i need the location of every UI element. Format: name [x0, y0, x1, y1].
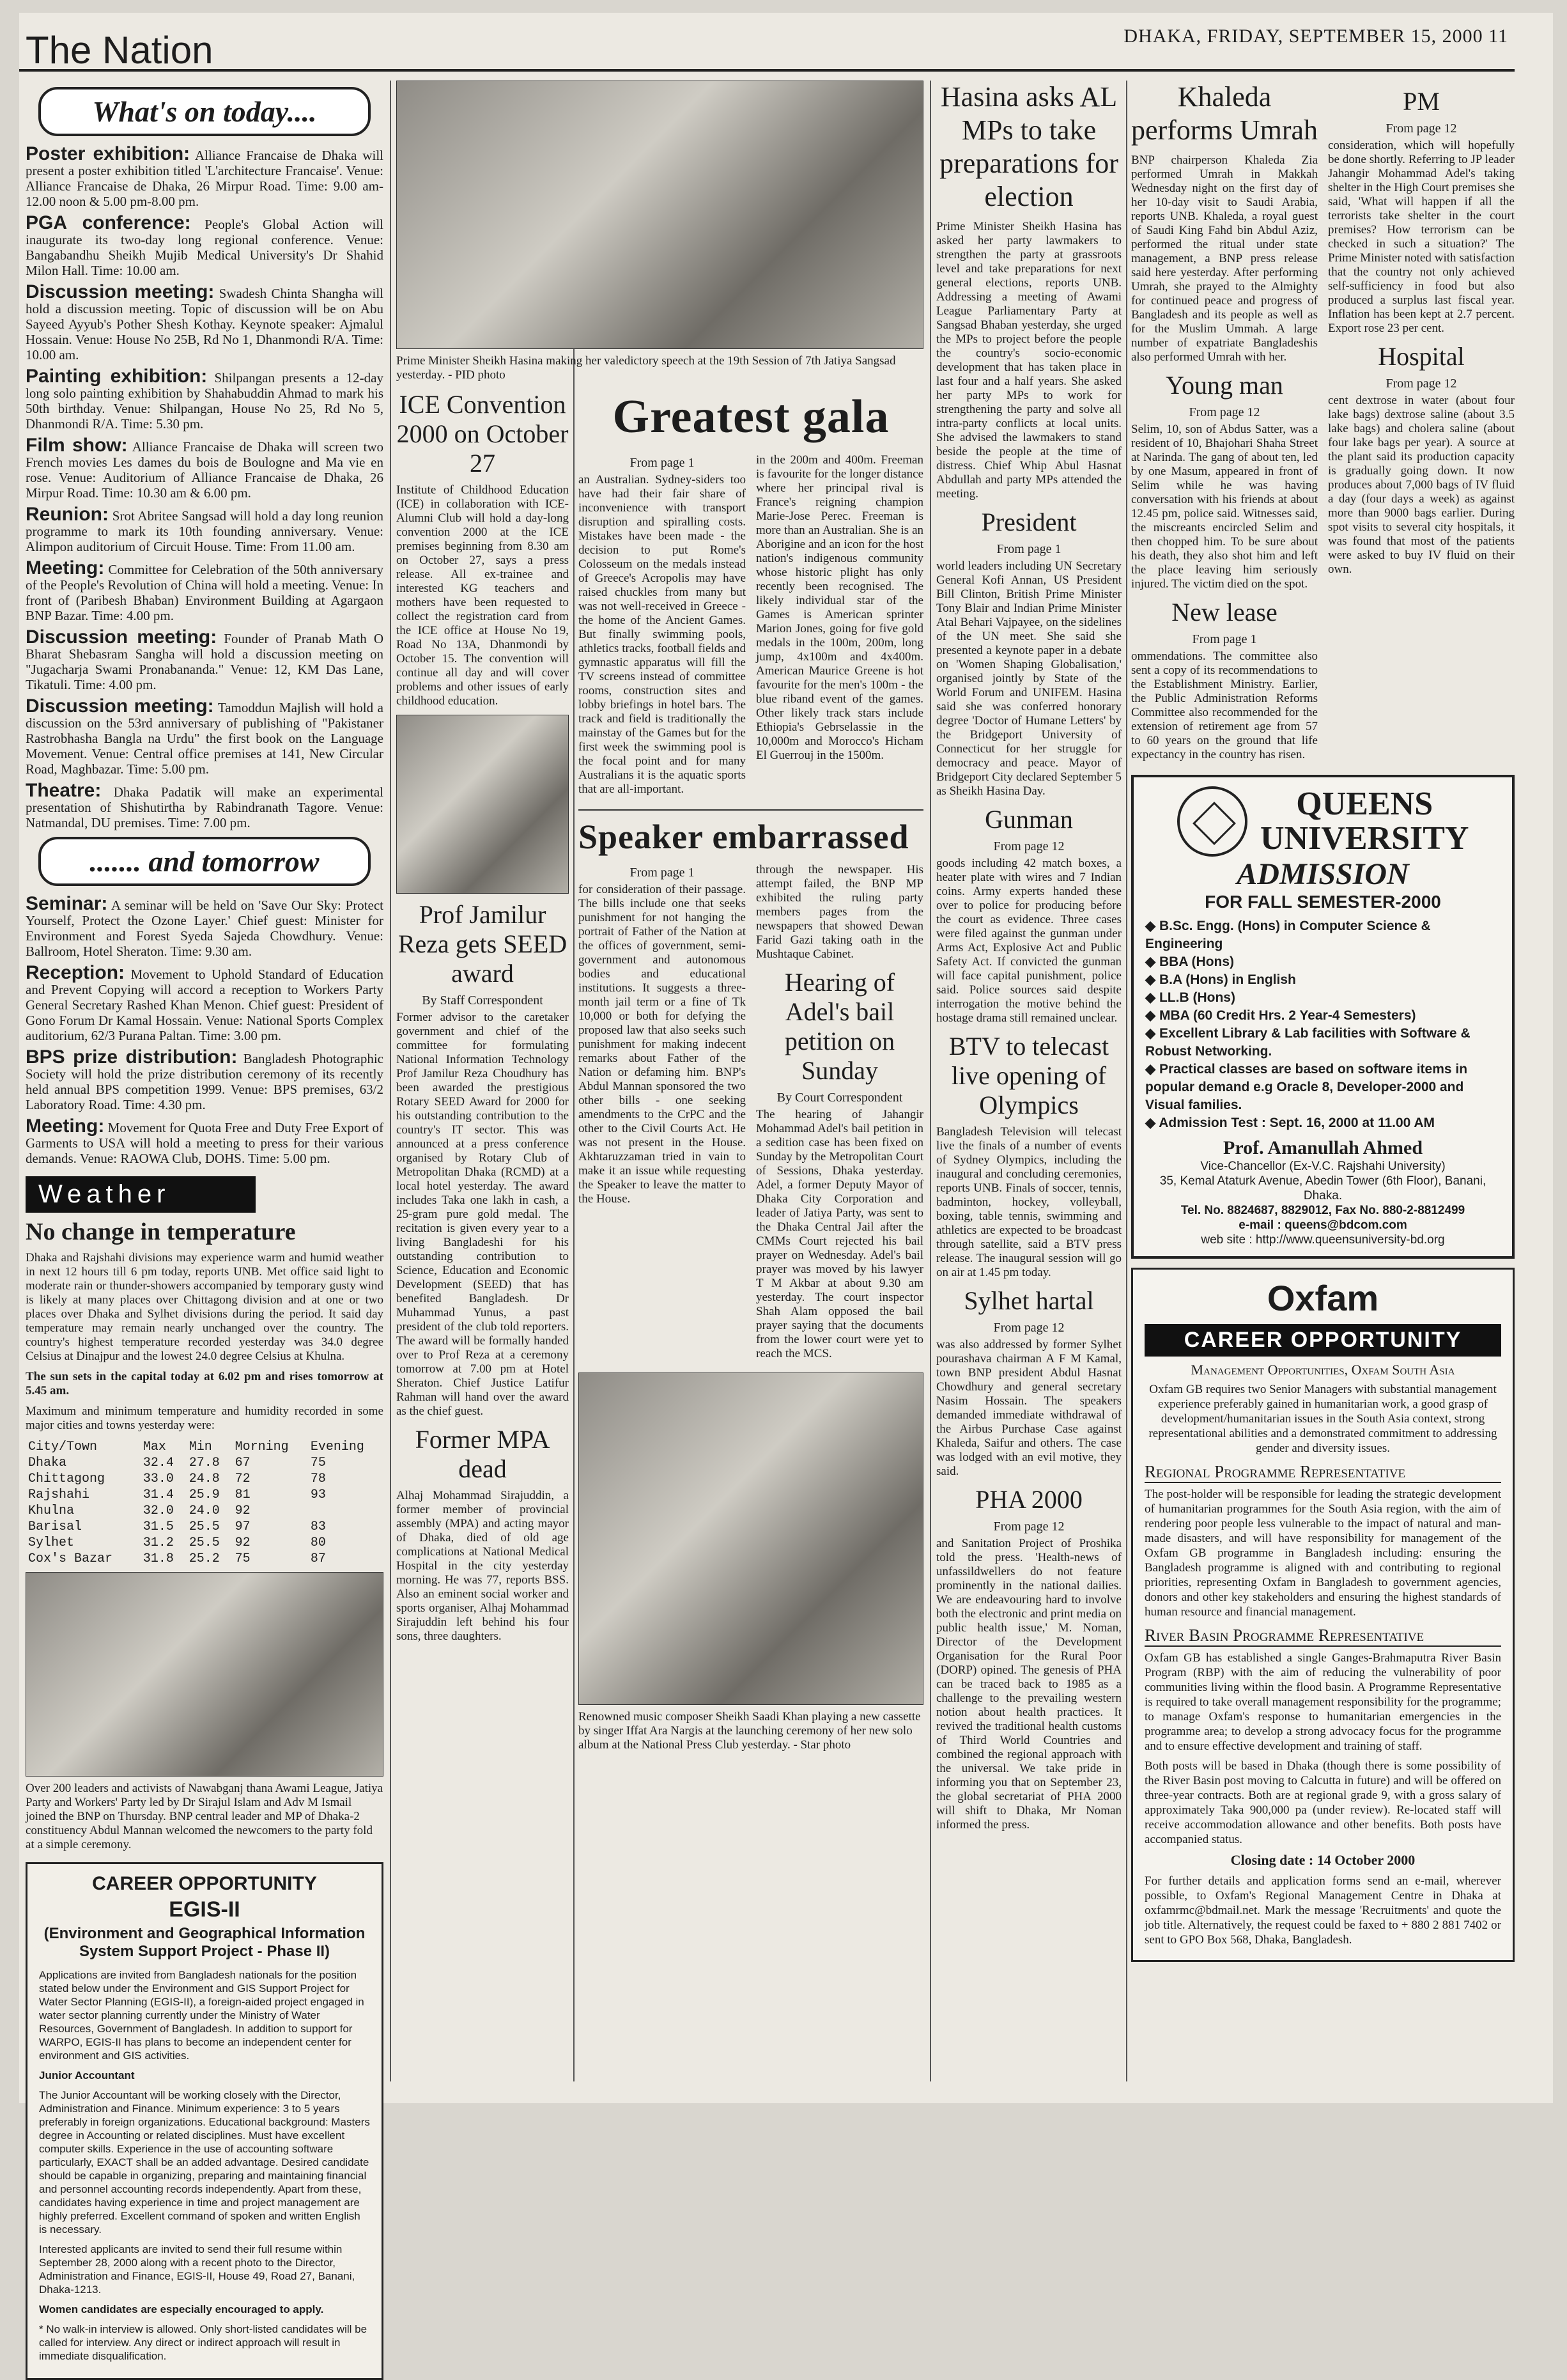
pm-body: consideration, which will hopefully be done shortly. Referring to JP leader Jahangir Mohammad Adel's taking shelter in the High Court premises she said, 'What will happen if all the terrorists take shelter in the court premises? How terrorism can be checked in such a situation?' The Prime Minister noted with satisfaction that the country not only achieved self-sufficiency in food but also produced a surplus last fiscal year. Inflation has been kept at 2.7 percent. Export rose 23 per cent.	[1328, 139, 1515, 335]
young-body: Selim, 10, son of Abdus Satter, was a resident of 10, Bhajohari Shaha Street at Narinda. The gang of about ten, led by one Masum, appeared in front of Selim while he was having conversation with his friends at about 12.45 pm, police said. Witnesses said, the miscreants encircled Selim and then chopped him. To be sure about his death, they also shot him and left the place leaving him seriously injured. The victim died on the spot.	[1131, 423, 1318, 591]
speaker-body-2: through the newspaper. His attempt failed, the BNP MP exhibited the ruling party members pages from the newspapers that showed Dewan Farid Gazi taking oath in the Mushtaque Cabinet.	[756, 863, 923, 961]
event-listing	[26, 962, 383, 1043]
tomorrow-list	[26, 893, 384, 1166]
event-title: Discussion meeting:	[26, 281, 215, 302]
weather-cell: 24.8	[189, 1472, 220, 1486]
event-title: Meeting:	[26, 557, 105, 579]
event-title: BPS prize distribution:	[26, 1046, 238, 1068]
event-text: Committee for Celebration of the 50th anniversary of the People's Revolution of China will hold a meeting. Venue: In front of (Paribesh Bhaban) Environment Building at Agargaon BNP Bazar. Time: 4.00 pm.	[26, 562, 384, 623]
weather-table-head	[26, 1439, 383, 1455]
masthead	[19, 13, 1515, 72]
weather-cell: 32.4	[143, 1456, 174, 1470]
divider	[578, 809, 923, 811]
queens-web: web site : http://www.queensuniversity-bd.org	[1201, 1233, 1445, 1247]
column-listings	[26, 81, 384, 2362]
weather-col-header: Morning	[235, 1440, 289, 1454]
event-listing	[26, 893, 384, 959]
gunman-body: goods including 42 match boxes, a heater plate with wires and 7 Indian coins. Army experts handed these over to police for producing before the court as evidence. Three cases were filed against the gunman under Arms Act, Explosive Act and Public Safety Act. If convicted the gunman will face capital punishment, police said. Police sources said despite interrogation the motive behind the hostage drama still remained unclear.	[936, 857, 1122, 1025]
oxfam-role-2: River Basin Programme Representative	[1145, 1626, 1501, 1647]
list-item: ◆ Excellent Library & Lab facilities with Software & Robust Networking.	[1145, 1025, 1501, 1061]
weather-cell: 87	[310, 1552, 326, 1566]
event-title: Theatre:	[26, 780, 102, 801]
hasina-photo-block	[396, 81, 923, 381]
oxfam-role-2-body: Oxfam GB has established a single Ganges-Brahmaputra River Basin Program (RBP) with the aim of reducing the vulnerability of poor communities living within the flood basin. A Programme Representative is required to take overall management responsibility for the programme; to manage Oxfam's response to humanitarian emergencies in the programme area; to develop a strong advocacy focus for the programme and to ensure effective development and training of staff.	[1145, 1651, 1501, 1753]
oxfam-posts: Both posts will be based in Dhaka (though there is some possibility of the River Basin post moving to Calcutta in future) and will be offered on three-year contracts. Both are at regional grade 9, with a gross salary of approximately Taka 900,000 pa (under review). Re-located staff will receive accommodation allowance and other benefits. Both posts have accompanied status.	[1145, 1759, 1501, 1846]
event-listing	[26, 212, 383, 278]
table-row	[26, 1519, 383, 1535]
column-rule	[1126, 81, 1127, 2081]
list-item: ◆ LL.B (Hons)	[1145, 989, 1501, 1007]
table-row	[26, 1551, 383, 1567]
ice-body: Institute of Childhood Education (ICE) in collaboration with ICE-Alumni Club will hold a day-long convention 2000 at the ICE premises beginning from 8.30 am on October 27, says a press release. All ex-trainee and interested KG teachers and mothers have been requested to collect the registration card from the ICE office at House No 19, Road No 13A, Dhanmondi by October 15. The convention will continue all day and will cover problems and other issues of early childhood education.	[396, 483, 569, 708]
event-title: PGA conference:	[26, 212, 191, 233]
btv-headline: BTV to telecast live opening of Olympics	[948, 1032, 1109, 1119]
pha-jump: From page 12	[993, 1520, 1065, 1534]
column-3	[578, 384, 923, 2081]
oxfam-logo: Oxfam	[1267, 1278, 1379, 1318]
weather-table	[26, 1439, 383, 1567]
event-text: Alliance Francaise de Dhaka will present a poster exhibition titled 'L'architecture Francaise'. Venue: Alliance Francaise de Dhaka, 26 Mirpur Road. Time: 9.00 am-12.00 noon & 5.00 pm-8.00 pm.	[26, 148, 384, 209]
egis-women: Women candidates are especially encouraged to apply.	[39, 2303, 324, 2315]
egis-subtitle: (Environment and Geographical Information System Support Project - Phase II)	[43, 1925, 366, 1960]
president-jump: From page 1	[996, 542, 1061, 556]
pm-jump: From page 12	[1386, 121, 1457, 136]
weather-cell: Sylhet	[28, 1536, 75, 1550]
gala-headline: Greatest gala	[612, 391, 890, 443]
event-listing	[26, 1116, 384, 1166]
event-listing	[26, 366, 383, 432]
hospital-headline: Hospital	[1378, 342, 1465, 371]
egis-walkin: * No walk-in interview is allowed. Only short-listed candidates will be called for interview. Any direct or indirect approach will result in immediate disqualification.	[39, 2323, 367, 2362]
event-title: Meeting:	[26, 1116, 105, 1137]
weather-sun: The sun sets in the capital today at 6.02 pm and rises tomorrow at 5.45 am.	[26, 1370, 383, 1397]
weather-cell: 24.0	[189, 1504, 220, 1518]
weather-cell: 83	[310, 1520, 326, 1534]
event-text: Shilpangan presents a 12-day long solo painting exhibition by Shahabuddin Ahmad to mark his 50th birthday. Venue: Shilpangan, House No 25, Rd No 5, Dhanmondi R/A. Time: 5.30 pm.	[26, 370, 383, 432]
egis-career-title: CAREER OPPORTUNITY	[92, 1873, 317, 1894]
weather-cell: Cox's Bazar	[28, 1552, 113, 1566]
table-row	[26, 1535, 383, 1551]
weather-col-header: Evening	[310, 1440, 364, 1454]
queens-fall: FOR FALL SEMESTER-2000	[1205, 892, 1441, 912]
gunman-headline: Gunman	[985, 805, 1073, 834]
weather-cell: 78	[310, 1472, 326, 1486]
btv-body: Bangladesh Television will telecast live the finals of a number of events of Sydney Olympics, including the inaugural and concluding ceremonies, reports UNB. Finals of soccer, tennis, badminton, hockey, volleyball, boxing, table tennis, swimming and athletics are expected to be broadcast through satellite, said a BTV press release. The inaugural session will go on air at 1.45 pm today.	[936, 1125, 1122, 1279]
event-title: Poster exhibition:	[26, 143, 190, 164]
column-5	[1131, 81, 1515, 2081]
queens-admission: ADMISSION	[1237, 857, 1409, 891]
event-listing	[26, 143, 384, 209]
column-2	[396, 384, 569, 2081]
oxfam-subtitle: Management Opportunities, Oxfam South Asia	[1191, 1362, 1455, 1378]
weather-cell: Dhaka	[28, 1456, 67, 1470]
music-launch-caption: Renowned music composer Sheikh Saadi Khan playing a new cassette by singer Iffat Ara Nargis at the launching ceremony of her new solo album at the National Press Club yesterday. - Star photo	[578, 1710, 921, 1752]
weather-cell: 31.8	[143, 1552, 174, 1566]
oxfam-intro: Oxfam GB requires two Senior Managers with substantial management experience preferably gained in humanitarian work, a good grasp of development/humanitarian issues in the South Asia context, strong representational abilities and a demonstrated commitment to addressing gender and diversity issues.	[1148, 1383, 1497, 1455]
weather-cell: 92	[235, 1504, 251, 1518]
dateline: DHAKA, FRIDAY, SEPTEMBER 15, 2000 11	[1123, 26, 1508, 47]
mpa-headline: Former MPA dead	[415, 1425, 550, 1483]
event-text: Srot Abritee Sangsad will hold a day long reunion programme to mark its 10th founding anniversary. Venue: Alimpon auditorium of Circuit House. Time: From 11.00 am.	[26, 508, 383, 554]
hasina-photo-caption: Prime Minister Sheikh Hasina making her valedictory speech at the 19th Session of 7th Jatiya Sangsad yesterday. - PID photo	[396, 354, 896, 382]
weather-cell: 80	[310, 1536, 326, 1550]
weather-headline: No change in temperature	[26, 1218, 296, 1245]
event-text: Tamoddun Majlish will hold a discussion on the 53rd anniversary of publishing of "Pakistaner Rastrobhasha Bangla na Urdu" the first book on the Language Movement. Venue: Central office premises at 141, New Circular Road, Maghbazar. Time: 5.00 pm.	[26, 700, 383, 777]
pha-body: and Sanitation Project of Proshika told the press. 'Health-news of unfassildwellers do not feature prominently in the national dailies. We are endeavouring hard to involve both the electronic and print media on public health issue,' M. Noman, Director of the Development Organisation for the Rural Poor (DORP) opined. The genesis of PHA can be traced back to 1985 as a challenge to the prevailing western notion about health practices. It revived the traditional health customs of Third World Countries and combined the regional approach with the universal. We take pride in informing you that on September 23, the global secretariat of PHA 2000 will shift to Dhaka, Mr Noman informed the press.	[936, 1537, 1122, 1832]
adel-byline: By Court Correspondent	[776, 1091, 903, 1105]
weather-cell: 72	[235, 1472, 251, 1486]
egis-requirements: The Junior Accountant will be working closely with the Director, Administration and Finance. Minimum experience: 3 to 5 years preferably in foreign organizations. Educational background: Masters degree in Accounting or related disciplines. Must have excellent computer skills. Experience in the use of accounting software particularly, EXACT shall be an added advantage. Desired candidate should be capable in organizing, preparing and maintaining financial and personnel accounting records independently. Apart from these, candidates having experience in time and project management are highly preferred. Excellent command of spoken and written English is necessary.	[39, 2089, 370, 2236]
hasina-al-body: Prime Minister Sheikh Hasina has asked her party lawmakers to strengthen the party at grassroots level and take preparations for next general elections, reports UNB. Addressing a meeting of Awami League Parliamentary Party at Sangsad Bhaban yesterday, she urged the MPs to project before the people the country's socio-economic development that has taken place in last four and a half years. She asked her party MPs to work for strengthening the party and solve all intra-party conflicts at local units. She advised the lawmakers to stand beside the people at the time of distress. Chief Whip Abul Hasnat Abdullah and party MPs attended the meeting.	[936, 220, 1122, 501]
weather-cell: 93	[310, 1488, 326, 1502]
weather-col-header: City/Town	[28, 1440, 98, 1454]
event-text: A seminar will be held on 'Save Our Sky: Protect Yourself, Protect the Ozone Layer.' Chief guest: Minister for Environment and Forest Syeda Sajeda Chowdhury. Venue: Ballroom, Hotel Sheraton. Time: 9.30 am.	[26, 898, 384, 959]
weather-note: Maximum and minimum temperature and humidity recorded in some major cities and towns yesterday were:	[26, 1404, 383, 1432]
weather-cell: 25.2	[189, 1552, 220, 1566]
whats-on-banner: What's on today....	[38, 87, 371, 136]
weather-cell: 25.5	[189, 1520, 220, 1534]
column-4	[936, 81, 1122, 2081]
whats-on-list	[26, 143, 384, 830]
table-row	[26, 1487, 383, 1503]
event-listing	[26, 626, 384, 692]
event-title: Painting exhibition:	[26, 366, 208, 387]
speaker-body-1: for consideration of their passage. The bills include one that seeks punishment for not hanging the portrait of Father of the Nation at the offices of government, semi-government and autonomous bodies and educational institutions. It suggests a three-month jail term or a fine of Tk 10,000 or both for defying the proposed law that also seeks such punishment for making indecent remarks about Father of the Nation or defaming him. BNP's Abdul Mannan sponsored the two other bills - one seeking amendments to the CrPC and the other to the Civil Courts Act. He was not present in the House. Akhtaruzzaman tried in vain to make it an issue while requesting the Speaker to leave the matter to the House.	[578, 883, 746, 1206]
mpa-body: Alhaj Mohammad Sirajuddin, a former member of provincial assembly (MPA) and acting mayor of Dhaka, died of old age complications at National Medical Hospital in the city yesterday morning. He was 77, reports BSS. Also an eminent social worker and sports organiser, Alhaj Mohammad Sirajuddin left behind his four sons, three daughters.	[396, 1489, 569, 1643]
event-text: Swadesh Chinta Shangha will hold a discussion meeting. Topic of discussion will be on Abu Sayeed Ayyub's Pother Shesh Kothay. Keynote speaker: Ajmalul Hossain. Venue: House No 25B, Rd No 1, Dhanmondi R/A. Time: 10.00 am.	[26, 286, 383, 362]
speaker-jump: From page 1	[629, 866, 695, 880]
egis-ad	[26, 1862, 383, 2380]
egis-intro: Applications are invited from Bangladesh nationals for the position stated below under the Environment and GIS Support Project for Water Sector Planning (EGIS-II), a foreign-aided project engaged in water sector planning currently under the Ministry of Water Resources, Government of Bangladesh. In addition to support for WARPO, EGIS-II has plans to become an independent center for environment and GIS activities.	[39, 1969, 364, 2062]
queens-university-seal-icon	[1177, 786, 1247, 857]
tomorrow-banner: ....... and tomorrow	[38, 837, 371, 886]
list-item: ◆ Practical classes are based on software items in popular demand e.g Oracle 8, Developer-2000 and Visual families.	[1145, 1061, 1501, 1114]
weather-col-header: Min	[189, 1440, 212, 1454]
pm-headline: PM	[1403, 87, 1440, 116]
weather-cell	[308, 1503, 383, 1519]
weather-cell: Rajshahi	[28, 1488, 90, 1502]
event-text: Movement to Uphold Standard of Education and Prevent Copying will accord a reception to Workers Party General Secretary Rashed Khan Menon. Chief guest: President of Gono Forum Dr Kamal Hossain. Venue: National Sports Complex auditorium, 62/3 Purana Paltan. Time: 3.00 pm.	[26, 967, 383, 1043]
gala-body-1: an Australian. Sydney-siders too have had their fair share of inconvenience with transport disruption and spiralling costs. Mistakes have been made - the decision to put Rome's Colosseum on the medals instead of Greece's Acropolis may have raised chuckles from many but was not well-received in Greece - the home of the Ancient Games. But finally swimming pools, athletics tracks, football fields and gymnastic apparatus will fill the TV screens instead of committee rooms, construction sites and lobby briefings in hotel bars. The track and field is traditionally the mainstay of the Games but for the first week the swimming pool is the focal point and for many Australians it is the aquatic sports that are all-important.	[578, 473, 746, 796]
young-jump: From page 12	[1189, 405, 1260, 419]
newlease-jump: From page 1	[1192, 632, 1257, 646]
weather-body: Dhaka and Rajshahi divisions may experience warm and humid weather in next 12 hours till 6 pm today, reports UNB. Met office said light to moderate rain or thunder-showers accompanied by temporary gusty wind is likely at many places over Chittagong division and at one or two places over Dhaka and Sylhet divisions during the period. It said day temperature may remain nearly unchanged over the country. The country's highest temperature recorded yesterday was 34.0 degree Celsius at Dinajpur and the lowest 24.0 degree Celsius at Khulna.	[26, 1251, 383, 1363]
newlease-headline: New lease	[1171, 598, 1278, 626]
oxfam-role-1-body: The post-holder will be responsible for leading the strategic development of humanitarian programmes for the South Asia region, with the aim of rendering poor people less vulnerable to the impact of natural and man-made disasters, and will have responsibility for management of the Oxfam GB programme in Bangladesh including: ensuring the Bangladesh programme is aligned with and contributing to regional priorities, representing Oxfam in Bangladesh to government agencies, donors and other key stakeholders and ensuring the highest standards of human resource and financial management.	[1145, 1488, 1501, 1619]
list-item: ◆ Admission Test : Sept. 16, 2000 at 11.00 AM	[1145, 1114, 1501, 1132]
event-title: Reunion:	[26, 504, 109, 525]
adel-body: The hearing of Jahangir Mohammad Adel's bail petition in a sedition case has been fixed on Sunday by the Metropolitan Court of Sessions, Dhaka yesterday. Adel, a former Deputy Mayor of Dhaka City Corporation and leader of Jatiya Party, was sent to the Dhaka Central Jail after the CMMs Court rejected his bail prayer on Wednesday. Adel's bail prayer was moved by his lawyer T M Akbar at about 9.30 am yesterday. The court inspector Shah Alam opposed the bail prayer saying that the documents from the lower court were yet to reach the MCS.	[756, 1108, 923, 1360]
sylhet-jump: From page 12	[993, 1321, 1065, 1335]
section-title: The Nation	[26, 29, 213, 72]
event-listing	[26, 557, 384, 623]
weather-cell: 25.5	[189, 1536, 220, 1550]
weather-cell: Barisal	[28, 1520, 82, 1534]
weather-table-body	[26, 1455, 383, 1567]
weather-cell: 31.2	[143, 1536, 174, 1550]
hospital-jump: From page 12	[1386, 377, 1457, 391]
event-title: Discussion meeting:	[26, 696, 214, 717]
event-text: Founder of Pranab Math O Bharat Shebasram Sangha will hold a discussion meeting on "Jugacharja Swami Pronabananda." Venue: 12, KM Das Lane, Tikatuli. Time: 4.00 pm.	[26, 631, 384, 692]
queens-vc-title: Vice-Chancellor (Ex-V.C. Rajshahi University)	[1200, 1160, 1446, 1173]
queens-name: QUEENS UNIVERSITY	[1260, 786, 1469, 857]
weather-col-header: Max	[143, 1440, 166, 1454]
hasina-al-headline: Hasina asks AL MPs to take preparations for election	[939, 81, 1118, 212]
column-rule	[390, 81, 391, 2081]
weather-cell: 75	[235, 1552, 251, 1566]
weather-cell: Khulna	[28, 1504, 75, 1518]
egis-position: Junior Accountant	[39, 2069, 135, 2081]
sylhet-body: was also addressed by former Sylhet pourashava chairman A F M Kamal, town BNP president Abdul Hasnat Chowdhury and general secretary Nasim Hossain. The speakers demanded immediate withdrawal of the Airbus Purchase Case against Khaleda, Saifur and others. The case was lodged with an evil motive, they said.	[936, 1338, 1122, 1478]
event-title: Film show:	[26, 435, 128, 456]
queens-university-ad	[1131, 775, 1515, 1259]
hasina-photo	[396, 81, 923, 349]
gala-jump: From page 1	[629, 456, 695, 470]
weather-cell: 25.9	[189, 1488, 220, 1502]
young-headline: Young man	[1166, 371, 1283, 400]
list-item: ◆ BBA (Hons)	[1145, 953, 1501, 971]
music-launch-photo	[578, 1373, 923, 1705]
event-text: Movement for Quota Free and Duty Free Export of Garments to USA will hold a meeting to press for their various demands. Venue: RAOWA Club, DOHS. Time: 5.00 pm.	[26, 1120, 384, 1166]
queens-email: e-mail : queens@bdcom.com	[1239, 1218, 1407, 1232]
event-listing	[26, 1046, 383, 1112]
weather-cell: 67	[235, 1456, 251, 1470]
list-item: ◆ B.A (Hons) in English	[1145, 971, 1501, 989]
hospital-body: cent dextrose in water (about four lake bags) dextrose saline (about 3.5 lake bags) and cholera saline (about four lake bags per year). A source at the plant said its production capacity is gradually going down. It now produces about 7,000 bags of IV fluid a day (four days a week) as against more than 9000 bags earlier. During spot visits to several city hospitals, it was found that most of the patients were asked to buy IV fluid on their own.	[1328, 394, 1515, 576]
event-listing	[26, 504, 383, 554]
list-item: ◆ B.Sc. Engg. (Hons) in Computer Science & Engineering	[1145, 917, 1501, 953]
seed-body: Former advisor to the caretaker government and chief of the committee for formulating National Information Technology Prof Jamilur Reza Choudhury has been awarded the prestigious Rotary SEED Award for 2000 for his outstanding contribution to the country's IT sector. This was announced at a press conference organised by Rotary Club of Metropolitan Dhaka (RCMD) at a local hotel yesterday. The award includes Taka one lakh in cash, a 25-gram pure gold medal. The recitation is given every year to a living Bangladeshi for his outstanding contribution to Science, Education and Economic Development (SEED) that has benefited Bangladesh. Dr Muhammad Yunus, a past president of the club told reporters. The award will be formally handed over to Prof Reza at a ceremony tomorrow at 7.00 pm at Hotel Sheraton. Chief Justice Latifur Rahman will hand over the award as the chief guest.	[396, 1011, 569, 1418]
weather-cell: 31.4	[143, 1488, 174, 1502]
oxfam-career-bar: CAREER OPPORTUNITY	[1145, 1324, 1501, 1357]
event-text: Dhaka Padatik will make an experimental presentation of Shishutirtha by Rabindranath Tagore. Venue: Natmandal, DU premises. Time: 7.00 pm.	[26, 784, 383, 830]
speaker-columns	[578, 863, 923, 1367]
oxfam-closing: Closing date : 14 October 2000	[1230, 1852, 1416, 1868]
event-title: Reception:	[26, 962, 125, 983]
gunman-jump: From page 12	[993, 839, 1065, 853]
ice-headline: ICE Convention 2000 on October 27	[396, 390, 569, 478]
queens-programs	[1145, 917, 1501, 1132]
weather-cell: 31.5	[143, 1520, 174, 1534]
weather-cell: 33.0	[143, 1472, 174, 1486]
queens-address: 35, Kemal Ataturk Avenue, Abedin Tower (6th Floor), Banani, Dhaka.	[1159, 1174, 1486, 1202]
seed-byline: By Staff Correspondent	[422, 993, 543, 1007]
president-headline: President	[981, 508, 1077, 536]
khaleda-headline: Khaleda performs Umrah	[1131, 81, 1318, 146]
table-row	[26, 1471, 383, 1487]
speaker-headline: Speaker embarrassed	[578, 818, 909, 856]
weather-cell: Chittagong	[28, 1472, 105, 1486]
pha-headline: PHA 2000	[975, 1485, 1083, 1514]
weather-cell: 32.0	[143, 1504, 174, 1518]
event-listing	[26, 435, 383, 501]
weather-cell: 97	[235, 1520, 251, 1534]
weather-bar: Weather	[26, 1176, 256, 1213]
column-rule	[930, 81, 931, 2081]
event-listing	[26, 780, 383, 830]
event-title: Discussion meeting:	[26, 626, 217, 648]
event-title: Seminar:	[26, 893, 108, 914]
jamilur-reza-photo	[396, 715, 569, 894]
egis-apply: Interested applicants are invited to send their full resume within September 28, 2000 along with a recent photo to the Director, Administration and Finance, EGIS-II, House 49, Road 27, Banani, Dhaka-1213.	[39, 2243, 355, 2296]
sylhet-headline: Sylhet hartal	[964, 1286, 1094, 1315]
egis-title: EGIS-II	[169, 1897, 240, 1922]
event-text: People's Global Action will inaugurate its two-day long regional conference. Venue: Bangabandhu Sheikh Mujib Medical University's Dr Shahid Milon Hall. Time: 10.00 am.	[26, 217, 383, 278]
adel-headline: Hearing of Adel's bail petition on Sunday	[784, 968, 895, 1085]
gala-columns	[578, 453, 923, 803]
event-text: Alliance Francaise de Dhaka will screen two French movies Les dames du bois de Boulogne and Ma vie en rose. Venue: Auditorium of Alliance Francaise de Dhaka, 26 Mirpur Road. Time: 10.30 am & 6.00 pm.	[26, 439, 383, 501]
seed-headline: Prof Jamilur Reza gets SEED award	[398, 900, 567, 988]
newlease-body: ommendations. The committee also sent a copy of its recommendations to the Establishment Ministry. Earlier, the Public Administration Reforms Committee also recommended for the extension of retirement age from 57 to 60 years on the ground that life expectancy in the country has risen.	[1131, 649, 1318, 761]
col5-news	[1131, 81, 1515, 768]
president-body: world leaders including UN Secretary General Kofi Annan, US President Bill Clinton, British Prime Minister Tony Blair and Indian Prime Minister Atal Behari Vajpayee, on the sidelines of the UN meet. She said she presented a keynote paper in a debate on 'Women Shaping Globalisation,' organised jointly by State of the World Forum and UNIFEM. Hasina said she was conferred honorary degree 'Doctor of Humane Letters' by the Bridgeport University of Connecticut for her struggle for democracy and peace. Mayor of Bridgeport City declared September 5 as Sheikh Hasina Day.	[936, 559, 1122, 798]
bnp-photo	[26, 1572, 383, 1777]
gala-body-2: in the 200m and 400m. Freeman is favourite for the longer distance where her principal rival is France's reigning champion Marie-Jose Perec. Freeman is more than an Australian. She is an Aborigine and an icon for the host nation's indigenous community whose historic plight has only recently been recognised. The likely individual star of the Games is American sprinter Marion Jones, going for five gold medals in the 100m, 200m, long jump, 4x100m and 4x400m. American Maurice Greene is hot favourite for the men's 100m - the blue riband event of the games. Other likely track stars include Ethiopia's Gebrselassie in the 10,000m and Morocco's Hicham El Guerrouj in the 1500m.	[756, 453, 923, 762]
queens-tel: Tel. No. 8824687, 8829012, Fax No. 880-2-8812499	[1180, 1204, 1465, 1217]
weather-cell: 75	[310, 1456, 326, 1470]
weather-cell: 27.8	[189, 1456, 220, 1470]
oxfam-ad	[1131, 1268, 1515, 1962]
table-row	[26, 1455, 383, 1471]
event-listing	[26, 281, 383, 362]
list-item: ◆ MBA (60 Credit Hrs. 2 Year-4 Semesters)	[1145, 1007, 1501, 1025]
queens-vc: Prof. Amanullah Ahmed	[1223, 1137, 1423, 1158]
table-row	[26, 1503, 383, 1519]
oxfam-further: For further details and application forms send an e-mail, wherever possible, to Oxfam's Regional Management Centre in Dhaka at oxfamrmc@bdmail.net. Mark the message 'Recruitments' and quote the job title. Alternatively, the request could be faxed to + 880 2 881 7402 or sent to GPO Box 568, Dhaka, Bangladesh.	[1145, 1874, 1501, 1947]
weather-cell: 92	[235, 1536, 251, 1550]
bnp-photo-caption: Over 200 leaders and activists of Nawabganj thana Awami League, Jatiya Party and Workers' Party led by Dr Sirajul Islam and Adv M Ismail joined the BNP on Thursday. BNP central leader and MP of Dhaka-2 constituency Abdul Mannan welcomed the newcomers to the party fold at a simple ceremony.	[26, 1782, 383, 1851]
oxfam-role-1: Regional Programme Representative	[1145, 1462, 1501, 1483]
event-text: Bangladesh Photographic Society will hold the prize distribution ceremony of its recently held annual BPS competition 1999. Venue: BPS premises, 63/2 Laboratory Road. Time: 4.30 pm.	[26, 1051, 383, 1112]
khaleda-body: BNP chairperson Khaleda Zia performed Umrah in Makkah Wednesday night on the first day of her 10-day visit to Saudi Arabia, reports UNB. Khaleda, a royal guest of Saudi King Fahd bin Abdul Aziz, performed the ritual under state management, a BNP press release said here yesterday. After performing Umrah, she prayed to the Almighty for continued peace and progress of Bangladesh and its people as well as for the Muslim Ummah. A large number of expatriate Bangladeshis also performed Umrah with her.	[1131, 153, 1318, 364]
event-listing	[26, 696, 383, 777]
weather-cell: 81	[235, 1488, 251, 1502]
